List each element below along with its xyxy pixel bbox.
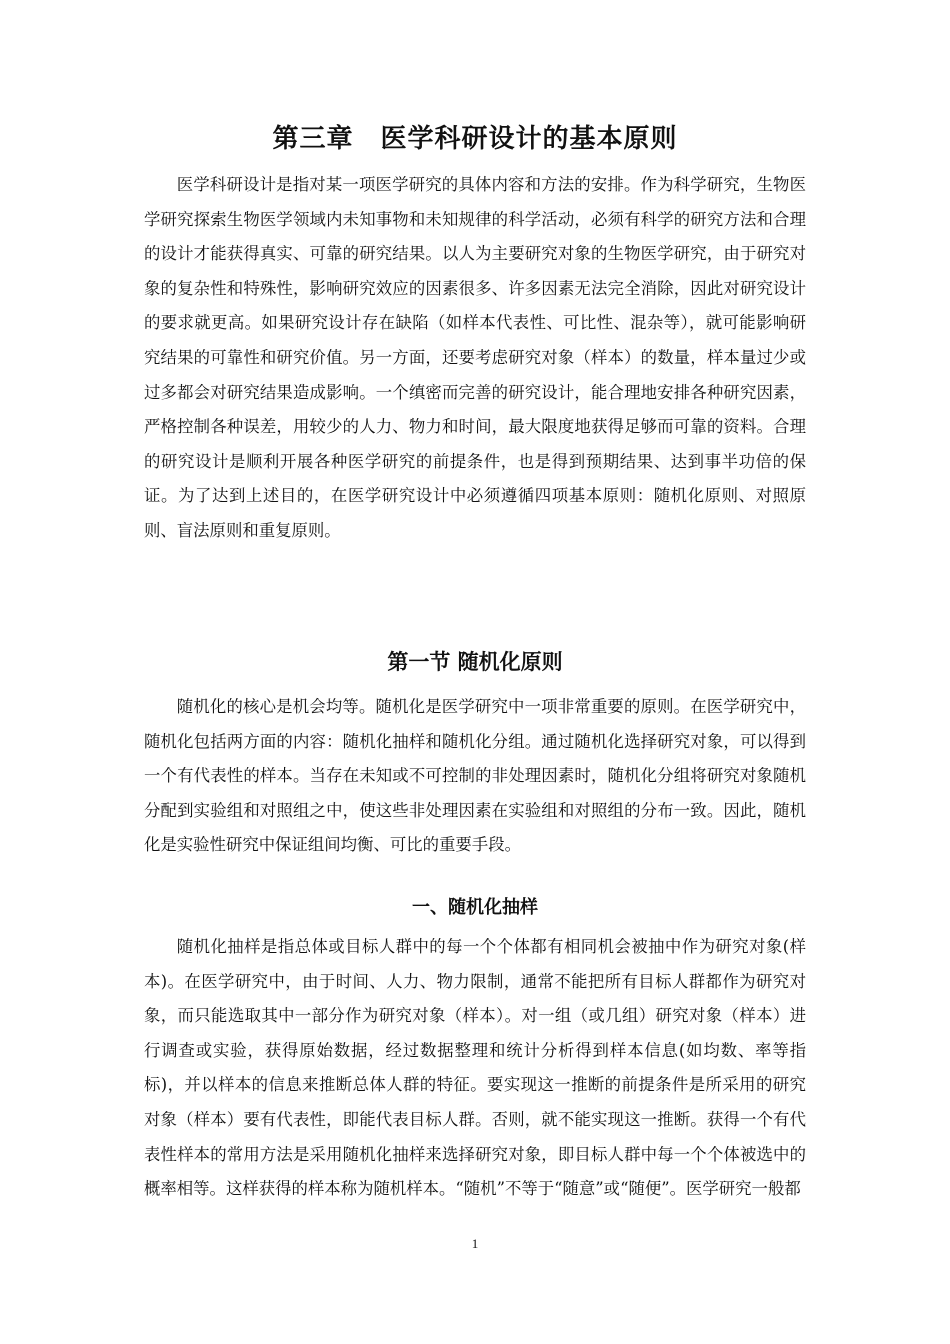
page-number: 1: [471, 1236, 479, 1251]
section-title: 第一节 随机化原则: [387, 650, 563, 674]
intro-paragraph: 医学科研设计是指对某一项医学研究的具体内容和方法的安排。作为科学研究，生物医学研究探索生物医学领域内未知事物和未知规律的科学活动，必须有科学的研究方法和合理的设计才能获得真实、可靠的研究结果。以人为主要研究对象的生物医学研究，由于研究对象的复杂性和特殊性，影响研究效应的因素很多、许多因素无法完全消除，因此对研究设计的要求就更高。如果研究设计存在缺陷（如样本代表性、可比性、混杂等），就可能影响研究结果的可靠性和研究价值。另一方面，还要考虑研究对象（样本）的数量，样本量过少或过多都会对研究结果造成影响。一个缜密而完善的研究设计，能合理地安排各种研究因素，严格控制各种误差，用较少的人力、物力和时间，最大限度地获得足够而可靠的资料。合理的研究设计是顺利开展各种医学研究的前提条件，也是得到预期结果、达到事半功倍的保证。为了达到上述目的，在医学研究设计中必须遵循四项基本原则：随机化原则、对照原则、盲法原则和重复原则。: [144, 175, 806, 540]
subsection-title: 一、随机化抽样: [412, 897, 538, 918]
section-paragraph: 随机化的核心是机会均等。随机化是医学研究中一项非常重要的原则。在医学研究中，随机化包括两方面的内容：随机化抽样和随机化分组。通过随机化选择研究对象，可以得到一个有代表性的样本。当存在未知或不可控制的非处理因素时，随机化分组将研究对象随机分配到实验组和对照组之中，使这些非处理因素在实验组和对照组的分布一致。因此，随机化是实验性研究中保证组间均衡、可比的重要手段。: [144, 697, 806, 855]
chapter-title: 第三章 医学科研设计的基本原则: [272, 124, 678, 154]
subsection-paragraph: 随机化抽样是指总体或目标人群中的每一个个体都有相同机会被抽中作为研究对象(样本)。在医学研究中，由于时间、人力、物力限制，通常不能把所有目标人群都作为研究对象，而只能选取其中一部分作为研究对象（样本）。对一组（或几组）研究对象（样本）进行调查或实验，获得原始数据，经过数据整理和统计分析得到样本信息(如均数、率等指标)，并以样本的信息来推断总体人群的特征。要实现这一推断的前提条件是所采用的研究对象（样本）要有代表性，即能代表目标人群。否则，就不能实现这一推断。获得一个有代表性样本的常用方法是采用随机化抽样来选择研究对象，即目标人群中每一个个体被选中的概率相等。这样获得的样本称为随机样本。“随机”不等于“随意”或“随便”。医学研究一般都: [144, 937, 806, 1199]
